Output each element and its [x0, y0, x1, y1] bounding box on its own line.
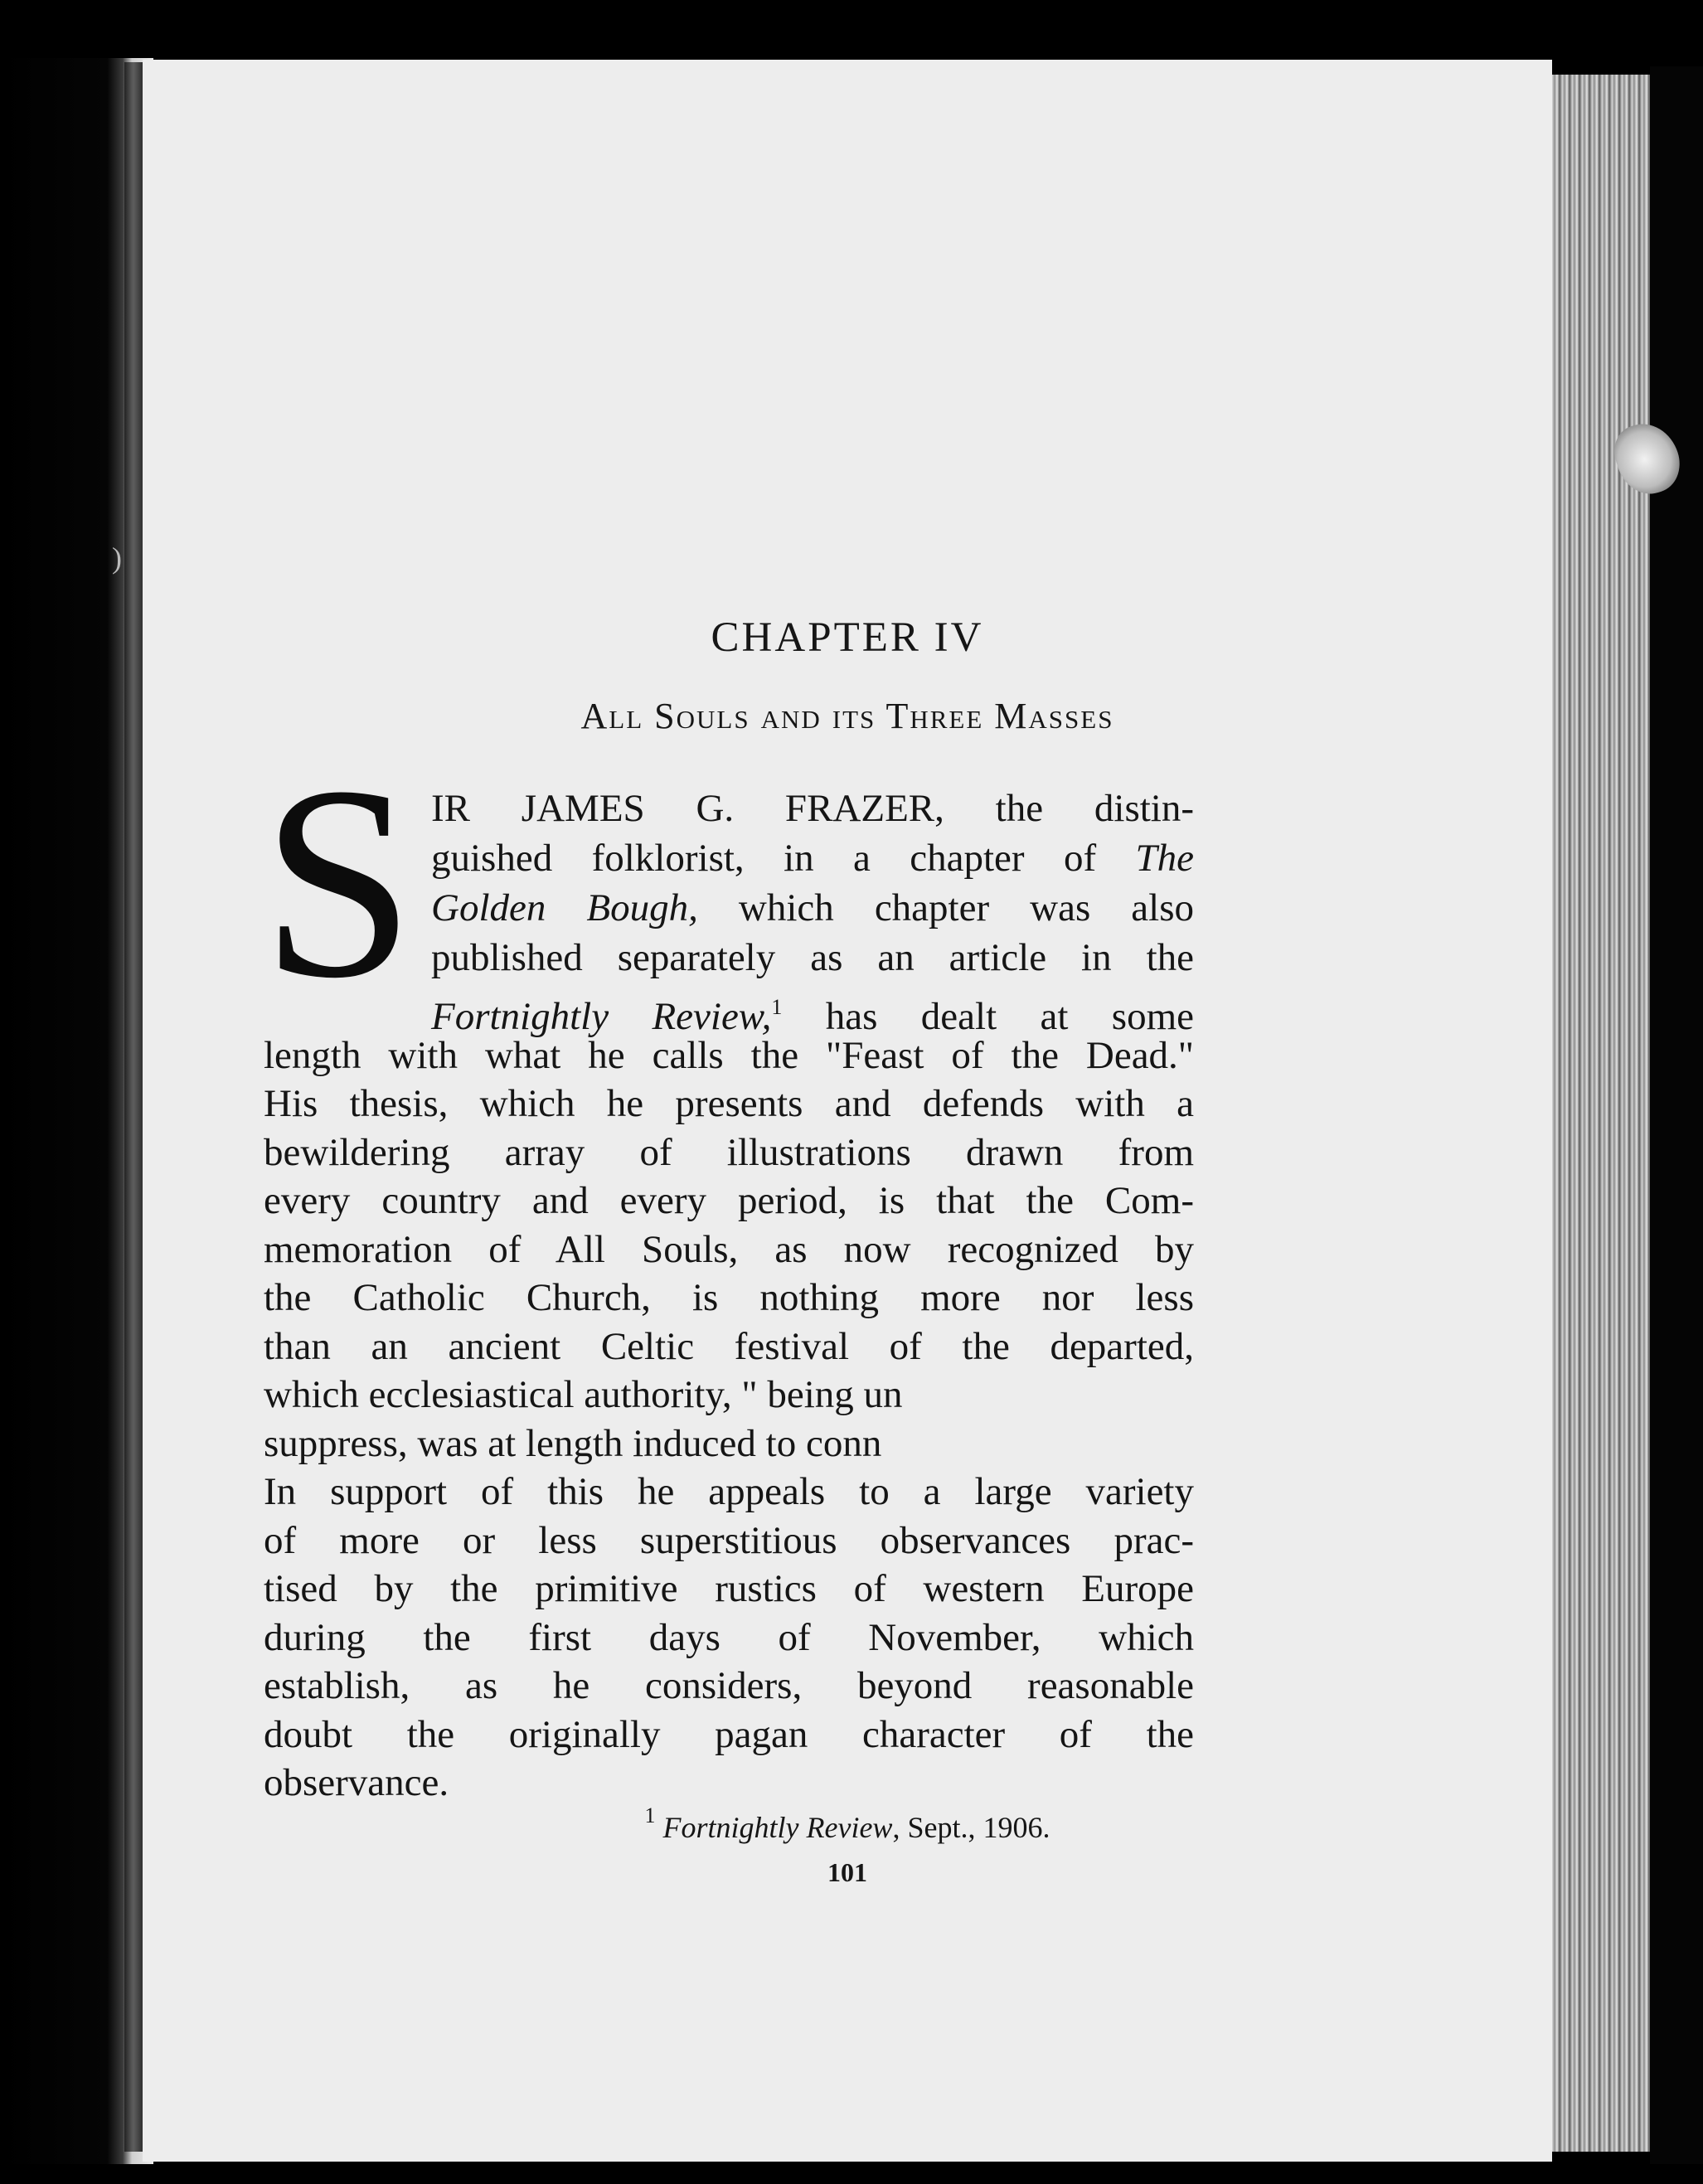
text-line: the Catholic Church, is nothing more nor less — [264, 1276, 1194, 1319]
chapter-subtitle: All Souls and its Three Masses — [580, 696, 1114, 736]
text-line: than an ancient Celtic festival of the departed, — [264, 1325, 1194, 1368]
text-line: memoration of All Souls, as now recognized by — [264, 1228, 1194, 1271]
text-line: during the first days of November, which — [264, 1616, 1194, 1659]
footnote-marker: 1 — [644, 1803, 656, 1827]
text-line: doubt the originally pagan character of the — [264, 1713, 1194, 1756]
drop-cap-initial: S — [261, 730, 415, 1036]
text-line: In support of this he appeals to a large variety — [264, 1470, 1194, 1513]
scan-border — [1650, 66, 1703, 2164]
text-line: His thesis, which he presents and defends with a — [264, 1082, 1194, 1125]
book-title: The — [1135, 837, 1194, 880]
text-line: Golden Bough, which chapter was also — [431, 886, 1194, 929]
chapter-heading: CHAPTER IV — [711, 614, 984, 661]
text-line: length with what he calls the "Feast of the Dead." — [264, 1034, 1194, 1077]
text-line: of more or less superstitious observances prac- — [264, 1519, 1194, 1562]
spine-mark: ) — [112, 541, 122, 575]
journal-title: Fortnightly Review, — [431, 995, 772, 1038]
text-line: observance. — [264, 1761, 449, 1804]
footnote-journal: Fortnightly Review — [662, 1811, 893, 1844]
text-line: which ecclesiastical authority, " being un — [264, 1373, 903, 1416]
text-line: establish, as he considers, beyond reasonable — [264, 1664, 1194, 1707]
text-line: Fortnightly Review,$^1$ has dealt at some — [431, 995, 1194, 1038]
text-line: IR JAMES G. FRAZER, the distin- — [431, 787, 1194, 830]
binding-spine — [124, 62, 143, 2152]
text-line: guished folklorist, in a chapter of The — [431, 837, 1194, 880]
page-number: 101 — [827, 1857, 867, 1887]
text-line: bewildering array of illustrations drawn from — [264, 1131, 1194, 1174]
text-line: tised by the primitive rustics of western Europe — [264, 1567, 1194, 1610]
text-line: every country and every period, is that the Com- — [264, 1179, 1194, 1222]
text-line: published separately as an article in the — [431, 936, 1194, 979]
footnote: $^1$ Fortnightly Review, Sept., 1906. — [644, 1803, 1050, 1844]
footnote-marker: 1 — [771, 995, 783, 1019]
book-title: Golden Bough, — [431, 886, 698, 929]
page-edges — [1552, 75, 1652, 2152]
text-line: suppress, was at length induced to conn — [264, 1422, 882, 1465]
